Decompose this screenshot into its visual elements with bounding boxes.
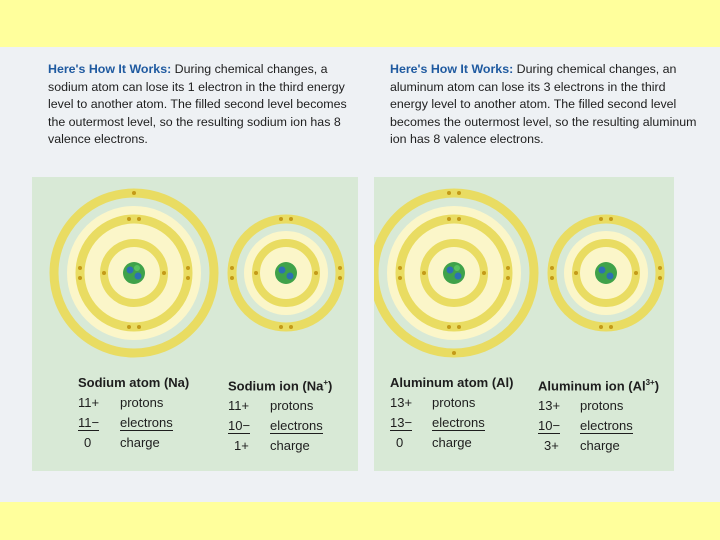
row-label: charge <box>432 435 472 450</box>
electron <box>338 276 342 280</box>
electron <box>422 271 426 275</box>
nucleus <box>275 262 297 284</box>
table-row <box>390 393 514 413</box>
row-number: 1+ <box>234 438 249 454</box>
row-number: 3+ <box>544 438 559 454</box>
electron <box>658 266 662 270</box>
table-row <box>228 396 332 416</box>
electron <box>398 266 402 270</box>
row-label: electrons <box>120 415 173 430</box>
row-label: protons <box>270 398 314 414</box>
row-label: charge <box>270 438 310 454</box>
table-row <box>228 416 332 436</box>
electron <box>137 325 141 329</box>
sodium-atom-table <box>78 373 189 453</box>
sodium-atom-model <box>54 191 214 353</box>
table-row <box>78 433 189 453</box>
row-number: 13− <box>390 415 413 430</box>
nucleus <box>595 262 617 284</box>
table-title <box>228 373 332 396</box>
electron <box>289 217 293 221</box>
table-row <box>538 436 659 456</box>
electron <box>279 217 283 221</box>
table-title: Aluminum atom (Al) <box>390 375 514 390</box>
nucleus-particle <box>599 267 606 274</box>
charge-superscript: + <box>323 378 329 387</box>
table-row <box>538 416 659 436</box>
electron <box>186 266 190 270</box>
table-title: Sodium atom (Na) <box>78 375 190 390</box>
nucleus-particle <box>447 267 454 274</box>
electron <box>599 325 603 329</box>
table-row <box>228 436 332 456</box>
electron <box>452 351 456 355</box>
figure-box-sodium <box>32 177 358 471</box>
nucleus-particle <box>135 273 142 280</box>
row-number: 10− <box>228 418 251 434</box>
sodium-ion-model <box>230 217 342 329</box>
row-label: charge <box>580 438 620 454</box>
row-label: protons <box>432 395 476 410</box>
electron <box>457 191 461 195</box>
electron <box>254 271 258 275</box>
title-end: ) <box>328 378 333 394</box>
table-row <box>78 413 189 433</box>
electron <box>482 271 486 275</box>
row-number: 13+ <box>390 395 413 410</box>
sodium-ion-table <box>228 373 332 456</box>
caption-text: During chemical changes, a sodium atom can lose its 1 electron in the third energy level to another atom. The filled second level becomes the outermost level, so the resulting sodium ion has 8 valence electrons. <box>48 62 347 146</box>
table-row <box>390 433 514 453</box>
aluminum-atom-table <box>390 373 514 453</box>
row-number: 11+ <box>78 395 100 410</box>
aluminum-atom-model <box>374 191 534 355</box>
row-label: protons <box>580 398 624 414</box>
electron <box>599 217 603 221</box>
title-text: Aluminum ion (Al <box>538 378 646 394</box>
electron <box>132 191 136 195</box>
row-label: protons <box>120 395 164 410</box>
nucleus <box>123 262 145 284</box>
nucleus-particle <box>455 273 462 280</box>
electron <box>102 271 106 275</box>
electron <box>127 217 131 221</box>
caption-lead: Here's How It Works: <box>48 62 172 76</box>
electron <box>137 217 141 221</box>
electron <box>230 266 234 270</box>
nucleus-particle <box>607 273 614 280</box>
row-number: 11+ <box>228 398 250 414</box>
electron <box>447 191 451 195</box>
row-number: 0 <box>396 435 404 450</box>
electron <box>634 271 638 275</box>
row-number: 0 <box>84 435 92 450</box>
nucleus-particle <box>454 265 460 271</box>
electron <box>609 217 613 221</box>
row-number: 13+ <box>538 398 561 414</box>
aluminum-ion-model <box>550 217 662 329</box>
electron <box>658 276 662 280</box>
nucleus-particle <box>127 267 134 274</box>
aluminum-ion-table <box>538 373 659 456</box>
panel-aluminum <box>374 61 704 481</box>
caption-aluminum <box>390 61 700 149</box>
electron <box>338 266 342 270</box>
nucleus-particle <box>279 267 286 274</box>
electron <box>506 276 510 280</box>
electron <box>609 325 613 329</box>
electron <box>550 266 554 270</box>
caption-sodium <box>48 61 358 149</box>
row-label: charge <box>120 435 160 450</box>
table-title <box>538 373 659 396</box>
row-number: 10− <box>538 418 561 434</box>
table-row <box>538 396 659 416</box>
electron <box>279 325 283 329</box>
electron <box>127 325 131 329</box>
row-label: electrons <box>432 415 485 430</box>
slide <box>0 47 720 502</box>
electron <box>186 276 190 280</box>
electron <box>78 266 82 270</box>
panel-sodium <box>32 61 362 481</box>
table-row <box>78 393 189 413</box>
title-end: ) <box>654 378 660 394</box>
nucleus-particle <box>287 273 294 280</box>
electron <box>78 276 82 280</box>
electron <box>457 325 461 329</box>
electron <box>447 217 451 221</box>
caption-text: During chemical changes, an aluminum atom can lose its 3 electrons in the third energy level to another atom. The filled second level becomes the outermost level, so the resulting aluminum ion has 8 valence electrons. <box>390 62 697 146</box>
electron <box>457 217 461 221</box>
electron <box>574 271 578 275</box>
electron <box>314 271 318 275</box>
electron <box>289 325 293 329</box>
atom-diagrams-aluminum <box>374 177 674 367</box>
electron <box>550 276 554 280</box>
row-number: 11− <box>78 415 100 430</box>
electron <box>230 276 234 280</box>
atom-diagrams-sodium <box>32 177 358 367</box>
electron <box>447 325 451 329</box>
caption-lead: Here's How It Works: <box>390 62 514 76</box>
charge-superscript: 3+ <box>645 378 655 387</box>
table-row <box>390 413 514 433</box>
nucleus <box>443 262 465 284</box>
title-text: Sodium ion (Na <box>228 378 324 394</box>
electron <box>398 276 402 280</box>
electron <box>162 271 166 275</box>
figure-box-aluminum <box>374 177 674 471</box>
nucleus-particle <box>134 265 140 271</box>
row-label: electrons <box>580 418 633 434</box>
electron <box>506 266 510 270</box>
row-label: electrons <box>270 418 323 434</box>
